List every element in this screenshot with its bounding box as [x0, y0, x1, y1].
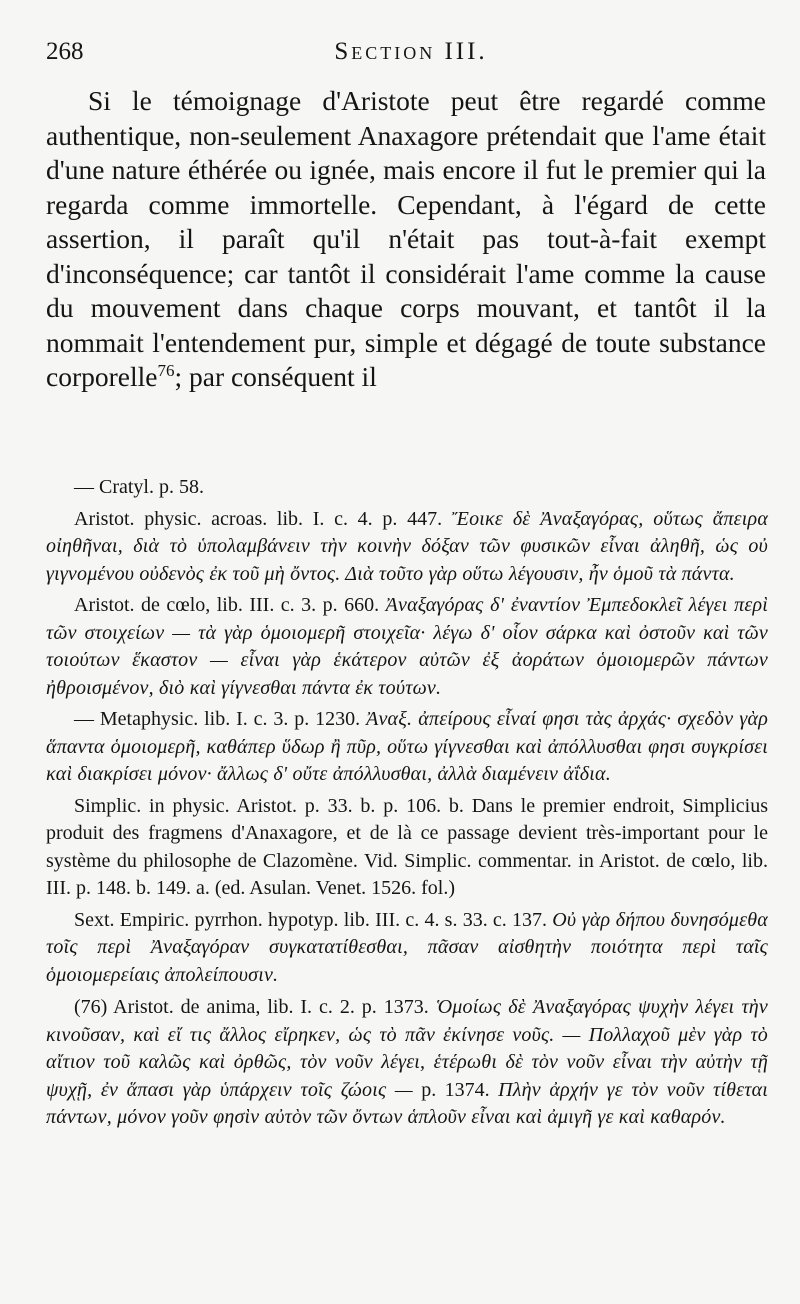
page-header — [46, 38, 776, 78]
footnote-reference: 76 — [157, 360, 175, 380]
note-simplic — [46, 793, 768, 903]
note-aristot-caelo — [46, 592, 768, 702]
greek-quotation: Ἀναξαγόρας δ' ἐναντίον Ἐμπεδοκλεῖ λέγει περὶ τῶν στοιχείων — τὰ γὰρ ὁμοιομερῆ στοιχεῖα· λέγω δ' οἷον σάρκα καὶ ὀστοῦν καὶ τῶν τοιούτων ἕκαστον — εἶναι γὰρ ἑκάτερον αὐτῶν ἐξ ἀοράτων ὁμοιομερῶν πάντων ἠθροισμένον, διὸ καὶ γίγνεσθαι πάντα ἐκ τούτων. — [46, 594, 769, 699]
paragraph-text: Si le témoignage d'Aristote peut être regardé comme authentique, non-seulement Anaxagore prétendait que l'ame était d'une nature éthérée ou ignée, mais encore il fut le premier qui la regarda comme immortelle. Cependant, à l'égard de cette assertion, il paraît qu'il n'était pas tout-à-fait exempt d'inconséquence; car tantôt il considérait l'ame comme la cause du mouvement dans chaque corps mouvant, et tantôt il la nommait l'entendement pur, simple et dégagé de toute substance corporelle — [46, 85, 766, 392]
running-head: Section III. — [334, 38, 488, 65]
note-latin-citation: — Metaphysic. lib. I. c. 3. p. 1230. — [74, 708, 361, 730]
note-aristot-physic — [46, 506, 768, 589]
note-cratyl-text: — Cratyl. p. 58. — [74, 476, 204, 498]
greek-quotation: Πλὴν ἀρχήν γε τὸν νοῦν τίθεται πάντων, μόνον γοῦν φησὶν αὐτὸν τῶν ὄντων ἁπλοῦν εἶναι καὶ ἀμιγῆ γε καὶ καθαρόν. — [46, 1078, 769, 1128]
greek-quotation: — Πολλαχοῦ μὲν γὰρ τὸ αἴτιον τοῦ καλῶς καὶ ὀρθῶς, τὸν νοῦν λέγει, ἑτέρωθι δὲ τὸν νοῦν εἶναι τὴν αὐτὴν τῇ ψυχῇ, ἐν ἅπασι γὰρ ὑπάρχειν τοῖς ζώοις — — [46, 1023, 769, 1101]
note-metaphysic — [46, 706, 768, 789]
greek-quotation: Ὁμοίως δὲ Ἀναξαγόρας ψυχὴν λέγει τὴν κινοῦσαν, καὶ εἴ τις ἄλλος εἴρηκεν, ὡς τὸ πᾶν ἐκίνησε νοῦς. — [46, 996, 768, 1046]
note-cratyl — [46, 474, 768, 502]
main-paragraph — [46, 84, 766, 395]
note-simplic-text: Simplic. in physic. Aristot. p. 33. b. p. 106. b. Dans le premier endroit, Simplicius produit des fragmens d'Anaxagore, et de là ce passage devient très-important pour le système du philosophe de Clazomène. Vid. Simplic. commentar. in Aristot. de cœlo, lib. III. p. 148. b. 149. a. (ed. Asulan. Venet. 1526. fol.) — [46, 794, 768, 899]
greek-quotation: Ἔοικε δὲ Ἀναξαγόρας, οὕτως ἄπειρα οἰηθῆναι, διὰ τὸ ὑπολαμβάνειν τὴν κοινὴν δόξαν τῶν φυσικῶν εἶναι ἀληθῆ, ὡς οὐ γιγνομένου οὐδενὸς ἐκ τοῦ μὴ ὄντος. Διὰ τοῦτο γὰρ οὕτω λέγουσιν, ἦν ὁμοῦ τὰ πάντα. — [46, 507, 769, 585]
footnotes — [46, 474, 768, 1136]
note-sext-empiric — [46, 907, 768, 990]
note-latin-citation: (76) Aristot. de anima, lib. I. c. 2. p. 1373. — [74, 996, 429, 1018]
note-76 — [46, 994, 768, 1132]
note-page-ref: p. 1374. — [421, 1078, 490, 1101]
greek-quotation: Ἀναξ. ἀπείρους εἶναί φησι τὰς ἀρχάς· σχεδὸν γὰρ ἅπαντα ὁμοιομερῆ, καθάπερ ὕδωρ ἢ πῦρ, οὕτω γίγνεσθαι καὶ ἀπόλλυσθαι φησι συγκρίσει καὶ διακρίσει μόνον· ἄλλως δ' οὔτε ἀπόλλυσθαι, ἀλλὰ διαμένειν ἀΐδια. — [46, 708, 768, 785]
note-latin-citation: Sext. Empiric. pyrrhon. hypotyp. lib. III. c. 4. s. 33. c. 137. — [74, 908, 548, 931]
greek-quotation: Οὐ γὰρ δήπου δυνησόμεθα τοῖς περὶ Ἀναξαγόραν συγκατατίθεσθαι, πᾶσαν αἰσθητὴν ποιότητα περὶ ταῖς ὁμοιομερείαις ἀπολείπουσιν. — [46, 908, 768, 986]
note-latin-citation: Aristot. de cœlo, lib. III. c. 3. p. 660. — [74, 594, 380, 616]
paragraph-text-end: ; par conséquent il — [174, 361, 377, 392]
note-latin-citation: Aristot. physic. acroas. lib. I. c. 4. p. 447. — [74, 507, 443, 530]
page-number: 268 — [46, 38, 84, 65]
